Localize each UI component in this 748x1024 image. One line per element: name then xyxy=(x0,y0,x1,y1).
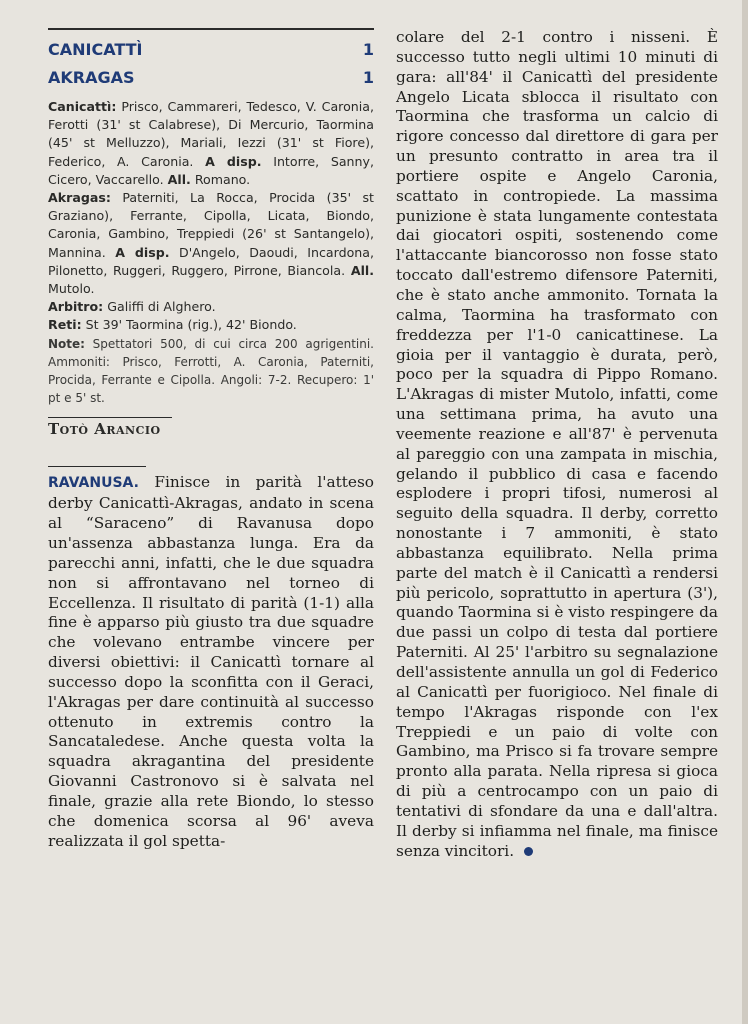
label-canicatti-coach: All. xyxy=(167,171,191,187)
text-goals: St 39' Taormina (rig.), 42' Biondo. xyxy=(81,317,297,333)
top-rule xyxy=(48,28,374,30)
goals xyxy=(48,316,374,334)
referee xyxy=(48,298,374,316)
text-akragas-disp: D'Angelo, Daoudi, Incardona, Pilonetto, Ruggeri, Ruggero, Pirrone, Biancola. xyxy=(48,244,374,278)
label-canicatti-disp: A disp. xyxy=(205,153,262,169)
label-goals: Reti: xyxy=(48,317,82,333)
notes xyxy=(48,335,374,408)
match-stats xyxy=(48,98,374,407)
page-edge xyxy=(742,0,748,1024)
lineup-canicatti xyxy=(48,98,374,189)
label-akragas-coach: All. xyxy=(350,262,374,278)
right-column xyxy=(396,28,718,861)
text-referee: Galiffi di Alghero. xyxy=(103,299,216,315)
left-column xyxy=(48,28,374,851)
text-akragas: Paterniti, La Rocca, Procida (35' st Graziano), Ferrante, Cipolla, Licata, Biondo, Caronia, Gambino, Treppiedi (26' st Santangelo), Mannina. xyxy=(48,190,374,260)
score-row-away xyxy=(48,64,374,92)
author-byline: Totò Arancio xyxy=(48,420,161,439)
away-team: AKRAGAS xyxy=(48,68,135,87)
text-akragas-coach: Mutolo. xyxy=(48,281,95,297)
label-notes: Note: xyxy=(48,336,85,351)
away-score: 1 xyxy=(362,68,374,87)
article-text-left: Finisce in parità l'atteso derby Canicattì-Akragas, andato in scena al “Saraceno” di Ravanusa dopo un'assenza abbastanza lunga. Era da parecchi anni, infatti, che le due squadra non si affrontavano nel torneo di Eccellenza. Il risultato di parità (1-1) alla fine è apparso più giusto tra due squadre che volevano entrambe vincere per diversi obiettivi: il Canicattì tornare al successo dopo la sconfitta con il Geraci, l'Akragas per dare continuità al successo ottenuto in extremis contro la Sancataledese. Anche questa volta la squadra akragantina del presidente Giovanni Castronovo si è salvata nel finale, grazie alla rete Biondo, lo stesso che domenica scorsa al 96' aveva realizzata il gol spetta- xyxy=(48,473,374,850)
text-canicatti: Prisco, Cammareri, Tedesco, V. Caronia, Ferotti (31' st Calabrese), Di Mercurio, Taormina (45' st Melluzzo), Mariali, Iezzi (31' st Fiore), Federico, A. Caronia. xyxy=(48,99,374,169)
score-row-home xyxy=(48,36,374,64)
label-referee: Arbitro: xyxy=(48,299,104,315)
article-rule xyxy=(48,466,146,467)
home-team: CANICATTÌ xyxy=(48,40,143,59)
end-mark-icon xyxy=(524,847,533,856)
article-body-left xyxy=(48,473,374,851)
article-text-right: colare del 2-1 contro i nisseni. È successo tutto negli ultimi 10 minuti di gara: all'84' il Canicattì del presidente Angelo Licata sblocca il risultato con Taormina che trasforma un calcio di rigore concesso dal direttore di gara per un presunto contratto in area tra il portiere ospite e Angelo Caronia, scattato in contropiede. La massima punizione è stata lungamente contestata dai giocatori ospiti, sostenendo come l'attaccante biancorosso non fosse stato toccato dall'estremo difensore Paterniti, che è stato anche ammonito. Tornata la calma, Taormina ha trasformato con freddezza per l'1-0 canicattinese. La gioia per il vantaggio è durata, però, poco per la squadra di Pippo Romano. L'Akragas di mister Mutolo, infatti, come una settimana prima, ha avuto una veemente reazione e all'87' è pervenuta al pareggio con una zampata in mischia, gelando il pubblico di casa e facendo esplodere i propri tifosi, numerosi al seguito della squadra. Il derby, corretto nonostante i 7 ammoniti, è stato abbastanza equilibrato. Nella prima parte del match è il Canicattì a rendersi più pericolo, soprattutto in apertura (3'), quando Taormina si è visto respingere da due passi un colpo di testa dal portiere Paterniti. Al 25' l'arbitro su segnalazione dell'assistente annulla un gol di Federico al Canicattì per fuorigioco. Nel finale di tempo l'Akragas risponde con l'ex Treppiedi e un paio di volte con Gambino, ma Prisco si fa trovare sempre pronto alla parata. Nella ripresa si gioca di più a centrocampo con un paio di tentativi di sfondare da una e dall'altra. Il derby si infiamma nel finale, ma finisce senza vincitori. xyxy=(396,28,718,860)
label-akragas-disp: A disp. xyxy=(115,244,170,260)
text-notes: Spettatori 500, di cui circa 200 agrigentini. Ammoniti: Prisco, Ferrotti, A. Caronia, Paterniti, Procida, Ferrante e Cipolla. Angoli: 7-2. Recupero: 1' pt e 5' st. xyxy=(48,336,374,406)
lineup-akragas xyxy=(48,189,374,298)
article-kicker: RAVANUSA. xyxy=(48,475,139,492)
label-canicatti: Canicattì: xyxy=(48,99,117,114)
article-body-right xyxy=(396,28,718,861)
label-akragas: Akragas: xyxy=(48,190,111,206)
text-canicatti-coach: Romano. xyxy=(190,171,251,187)
text-canicatti-disp: Intorre, Sanny, Cicero, Vaccarello. xyxy=(48,153,374,187)
author-rule xyxy=(48,417,172,418)
home-score: 1 xyxy=(362,40,374,59)
